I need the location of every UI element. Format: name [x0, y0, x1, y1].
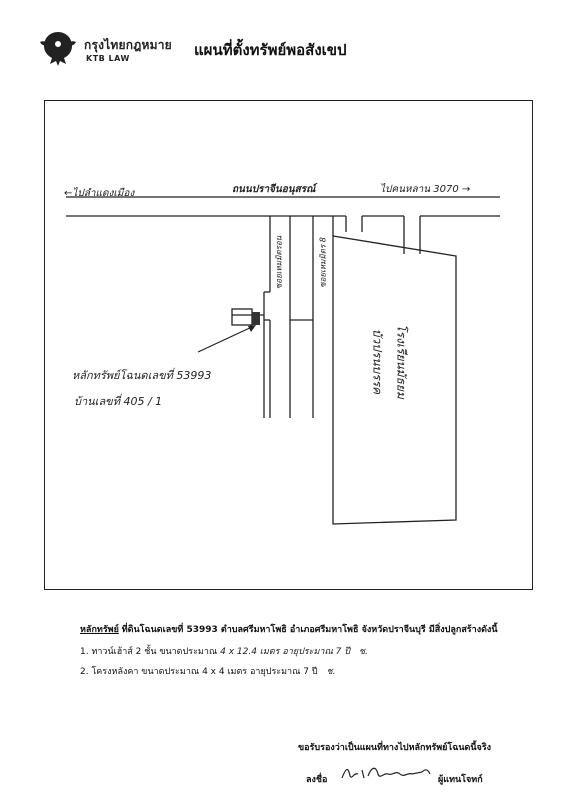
asset-item-1-printed: 1. ทาวน์เฮ้าส์ 2 ชั้น ขนาดประมาณ — [80, 647, 218, 657]
company-logo — [36, 28, 80, 68]
asset-heading-label: หลักทรัพย์ — [80, 625, 119, 635]
asset-item-1-handwritten: 4 x 12.4 เมตร อายุประมาณ 7 ปี — [220, 647, 350, 657]
asset-item-2 — [80, 664, 335, 678]
garuda-logo-icon — [36, 28, 80, 68]
asset-item-2-mark: ช. — [326, 667, 336, 677]
soi-2-label: ซอยเหมมิตร 8 — [318, 237, 328, 288]
road-label-right: ไปคนหลาน 3070 → — [380, 184, 471, 195]
road-label-main: ถนนปราจีนอนุสรณ์ — [232, 184, 316, 195]
sign-label: ลงชื่อ — [306, 775, 328, 785]
map-frame — [44, 100, 533, 590]
logo-text-thai: กรุงไทยกฎหมาย — [84, 38, 172, 52]
soi-1-label: ซอยเหมมิตรอน — [274, 235, 284, 290]
asset-item-1 — [80, 644, 368, 658]
certification-text: ขอรับรองว่าเป็นแผนที่ทางไปหลักทรัพย์โฉนดนี้จริง — [298, 743, 492, 753]
school-label-line2: บัวปรนบรรค — [370, 328, 385, 395]
road-label-left: ←ไปลำแดงเมือง — [64, 188, 135, 199]
school-label-line1: โรงเรียนมัธยม — [394, 324, 409, 399]
asset-item-2-printed: 2. โครงหลังคา ขนาดประมาณ 4 x 4 เมตร อายุประมาณ 7 ปี — [80, 667, 318, 677]
asset-item-1-mark: ช. — [358, 647, 368, 657]
asset-heading-text: ที่ดินโฉนดเลขที่ 53993 ตำบลศรีมหาโพธิ อำเภอศรีมหาโพธิ จังหวัดปราจีนบุรี มีสิ่งปลูกสร้างดังนี้ — [121, 625, 498, 635]
signature-scribble-icon — [338, 762, 434, 784]
page-title: แผนที่ตั้งทรัพย์พอสังเขป — [194, 41, 347, 59]
asset-house-label: บ้านเลขที่ 405 / 1 — [74, 395, 163, 408]
signer-role: ผู้แทนโจทก์ — [438, 775, 483, 785]
asset-deed-label: หลักทรัพย์โฉนดเลขที่ 53993 — [72, 369, 212, 382]
signature — [338, 762, 434, 784]
logo-text-english: KTB LAW — [86, 54, 130, 63]
asset-description-heading — [80, 622, 497, 636]
